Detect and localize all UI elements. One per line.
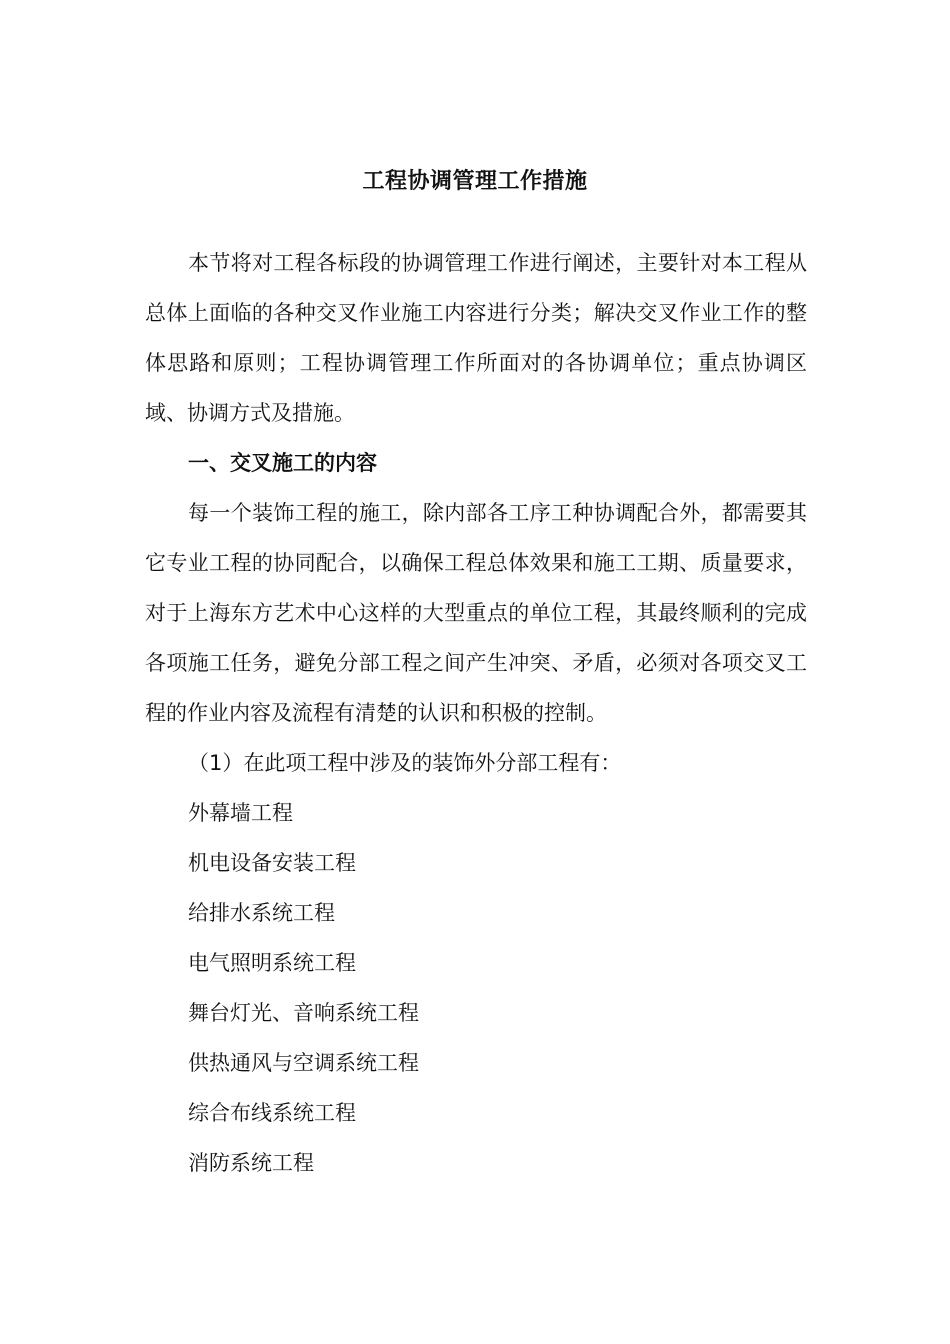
section-heading: 一、交叉施工的内容	[188, 451, 377, 475]
intro-paragraph: 本节将对工程各标段的协调管理工作进行阐述，主要针对本工程从总体上面临的各种交叉作业施工内容进行分类；解决交叉作业工作的整体思路和原则；工程协调管理工作所面对的各协调单位；重点协调区域、协调方式及措施。	[145, 251, 807, 425]
document-body	[145, 238, 807, 1188]
list-item: 电气照明系统工程	[188, 951, 356, 975]
list-item: 给排水系统工程	[188, 901, 335, 925]
list-item: 供热通风与空调系统工程	[188, 1051, 419, 1075]
project-list	[145, 788, 807, 1188]
list-item: 外幕墙工程	[188, 801, 293, 825]
list-item: 舞台灯光、音响系统工程	[188, 1001, 419, 1025]
list-item: 消防系统工程	[188, 1151, 314, 1175]
subheading: （1）在此项工程中涉及的装饰外分部工程有：	[188, 751, 622, 775]
list-item: 机电设备安装工程	[188, 851, 356, 875]
document-title: 工程协调管理工作措施	[362, 169, 588, 194]
section-paragraph: 每一个装饰工程的施工，除内部各工序工种协调配合外，都需要其它专业工程的协同配合，以确保工程总体效果和施工工期、质量要求，对于上海东方艺术中心这样的大型重点的单位工程，其最终顺利的完成各项施工任务，避免分部工程之间产生冲突、矛盾，必须对各项交叉工程的作业内容及流程有清楚的认识和积极的控制。	[145, 501, 807, 725]
list-item: 综合布线系统工程	[188, 1101, 356, 1125]
